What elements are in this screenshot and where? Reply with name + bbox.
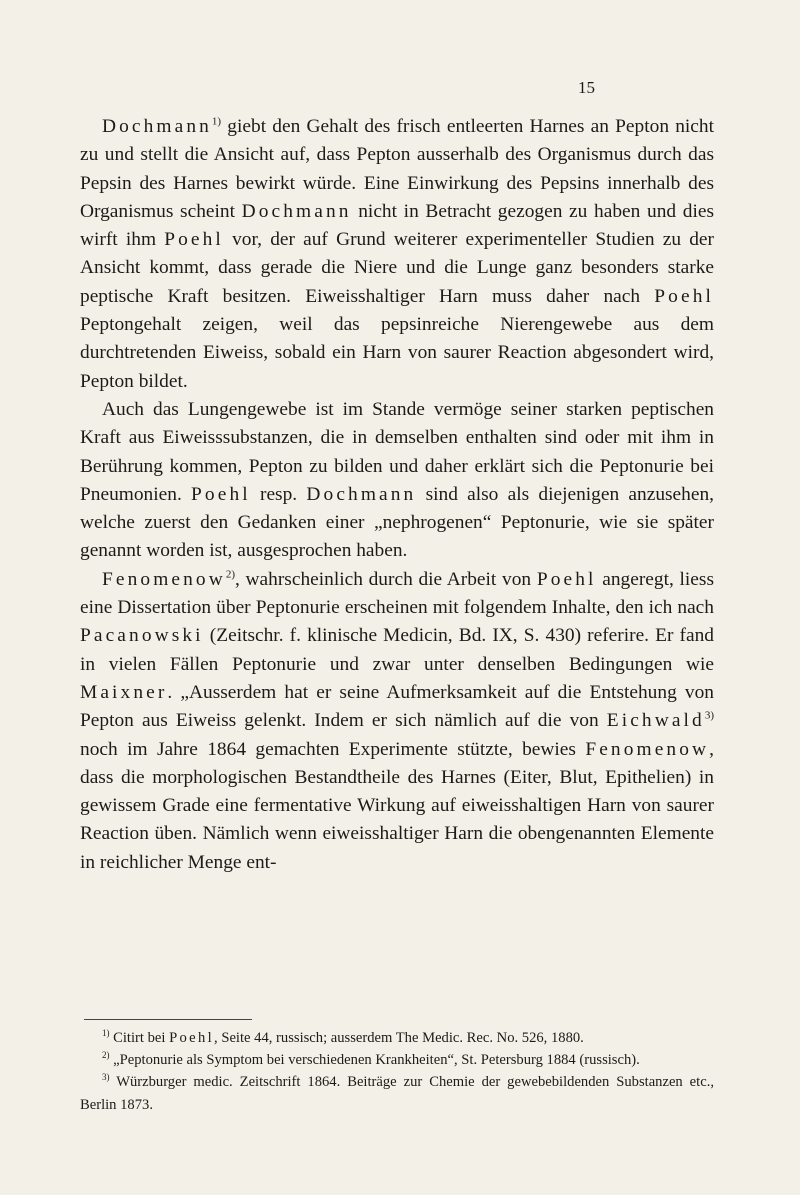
text-run: resp. (250, 483, 307, 505)
text-run: Citirt bei (109, 1030, 170, 1046)
author-name: Maixner (80, 681, 168, 703)
text-run: , Seite 44, russisch; ausserdem The Medic. Rec. No. 526, 1880. (214, 1030, 584, 1046)
author-name: Poehl (536, 568, 597, 590)
author-name: Poehl (169, 1030, 215, 1046)
text-run: vor, der auf Grund weiterer experimenteller Studien zu der Ansicht kommt, dass gerade die Niere und die Lunge ganz besonders starke peptische Kraft besitzen. Eiweisshaltiger Harn muss daher nach (80, 229, 714, 307)
page-number: 15 (578, 78, 595, 97)
author-name: Dochmann (102, 116, 212, 137)
text-run: „Peptonurie als Symptom bei verschiedenen Krankheiten“, St. Petersburg 1884 (russisch). (109, 1052, 640, 1069)
text-run: giebt den Gehalt des frisch entleerten Harnes an Pepton nicht zu und stellt die Ansicht auf, dass Pepton ausserhalb des Organismus durch das Pepsin des Harnes bewirkt würde. Eine Einwirkung des Pepsins innerhalb des Organismus scheint (80, 116, 714, 222)
text-run: . „Ausserdem hat er seine Aufmerksamkeit auf die Entstehung von Pepton aus Eiweiss gelenkt. Indem er sich nämlich auf die von (80, 681, 714, 732)
author-name: Poehl (164, 229, 224, 251)
text-run: sind also als diejenigen anzusehen, welche zuerst den Gedanken einer „nephrogenen“ Peptonurie, wie sie später genannt worden ist, ausgesprochen haben. (80, 483, 715, 562)
paragraph (80, 113, 714, 396)
text-run: nicht in Betracht gezogen zu haben und dies wirft ihm (80, 200, 715, 251)
footnote-marker: 3) (102, 1072, 110, 1083)
text-run: , dass die morphologischen Bestandtheile des Harnes (Eiter, Blut, Epithelien) in gewissem Grade eine fermentative Wirkung auf eiweisshaltigen Harn von saurer Reaction üben. Nämlich wenn eiweisshaltiger Harn die obengenannten Elemente in reichlicher Menge ent- (80, 738, 714, 873)
footnote-marker: 3) (704, 709, 714, 722)
footnote-divider (84, 1019, 252, 1020)
footnote-marker: 1) (211, 115, 222, 128)
author-name: Poehl (654, 285, 714, 307)
text-run: noch im Jahre 1864 gemachten Experimente stützte, bewies (80, 738, 586, 760)
author-name: Fenomenow (102, 568, 226, 590)
footnote-marker: 2) (225, 568, 235, 581)
footnote-marker: 1) (102, 1028, 110, 1039)
paragraph (80, 396, 714, 566)
footnote (80, 1071, 714, 1115)
author-name: Eichwald (606, 710, 705, 732)
text-run: (Zeitschr. f. klinische Medicin, Bd. IX, S. 430) referire. Er fand in vielen Fällen Peptonurie und zwar unter denselben Bedingungen wie (80, 625, 714, 675)
footnote (80, 1049, 714, 1071)
body-text (80, 113, 714, 877)
author-name: Fenomenow (585, 738, 710, 760)
text-run: Auch das Lungengewebe ist im Stande vermöge seiner starken peptischen Kraft aus Eiweisssubstanzen, die in demselben enthalten sind oder mit ihm in Berührung kommen, Pepton zu bilden und daher erklärt sich die Peptonurie bei Pneumonien. (80, 398, 714, 505)
text-run: , wahrscheinlich durch die Arbeit von (234, 568, 537, 590)
footnote (80, 1027, 714, 1049)
footnotes (80, 1027, 714, 1116)
author-name: Dochmann (306, 483, 417, 505)
paragraph (80, 566, 714, 877)
author-name: Dochmann (241, 200, 352, 222)
author-name: Poehl (191, 483, 251, 505)
text-run: angeregt, liess eine Dissertation über Peptonurie erscheinen mit folgendem Inhalte, den ich nach (80, 568, 714, 619)
author-name: Pacanowski (80, 625, 204, 647)
text-run: Peptongehalt zeigen, weil das pepsinreiche Nierengewebe aus dem durchtretenden Eiweiss, sobald ein Harn von saurer Reaction abgesondert wird, Pepton bildet. (80, 314, 714, 392)
footnote-marker: 2) (102, 1050, 110, 1061)
text-run: Würzburger medic. Zeitschrift 1864. Beiträge zur Chemie der gewebebildenden Substanzen etc., Berlin 1873. (80, 1074, 714, 1113)
